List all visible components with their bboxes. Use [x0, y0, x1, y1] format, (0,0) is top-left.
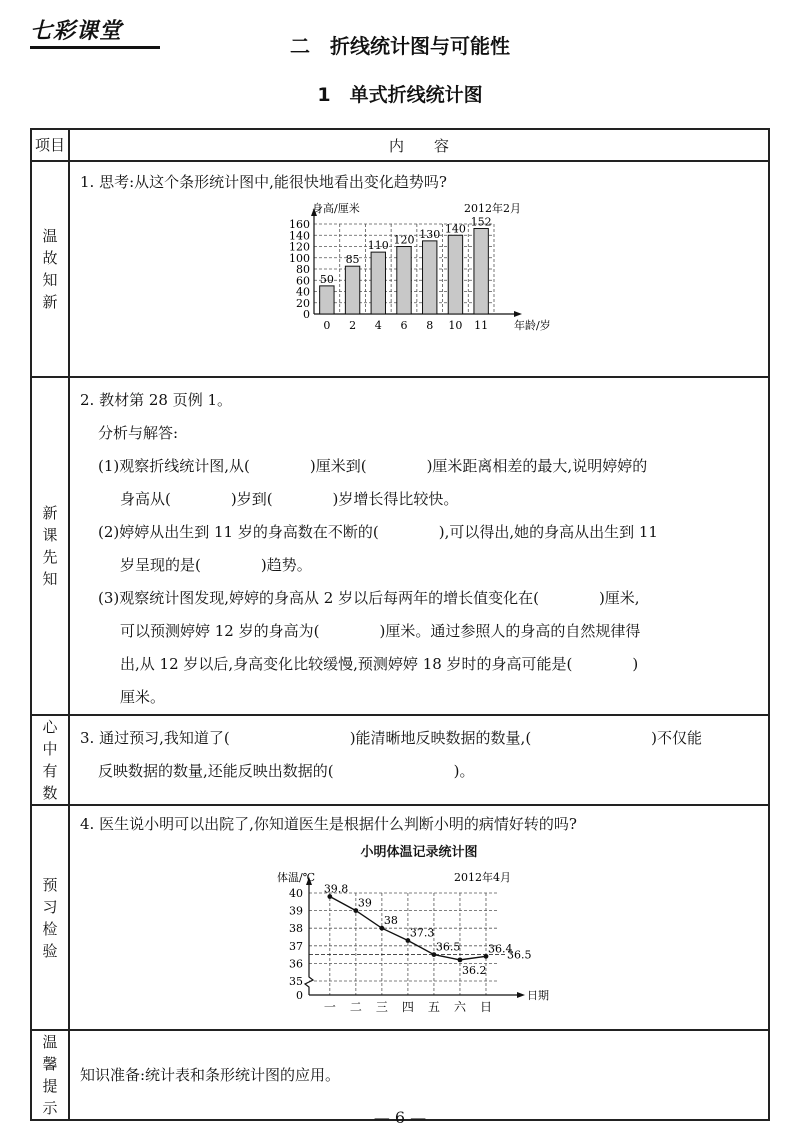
line-x-tick: 六	[453, 1000, 466, 1014]
label-new-lesson-text: 新 课 先 知	[42, 504, 58, 588]
line-y-tick: 0	[296, 989, 303, 1002]
line-x-tick: 五	[427, 1000, 440, 1014]
question-2: 2. 教材第 28 页例 1。	[80, 391, 233, 409]
line-x-tick: 二	[349, 1000, 362, 1014]
bar-data-label: 130	[419, 227, 441, 241]
header-item: 项目	[31, 129, 69, 161]
page-number: — 6 —	[373, 1108, 427, 1127]
line-date: 2012年4月	[454, 871, 511, 884]
row-summary	[31, 715, 769, 805]
content-practice	[69, 805, 769, 1030]
q2-part2-line2: 岁呈现的是( )趋势。	[120, 556, 312, 574]
bar	[345, 266, 359, 314]
bar-data-label: 140	[444, 222, 466, 236]
bar-data-label: 85	[345, 253, 360, 267]
temperature-chart-title: 小明体温记录统计图	[360, 845, 478, 860]
q2-part3-line4: 厘米。	[120, 688, 166, 706]
label-new-lesson	[31, 377, 69, 715]
bar	[474, 229, 488, 315]
content-tips	[69, 1030, 769, 1120]
temperature-data-label: 36.5	[435, 940, 461, 954]
bar-x-tick: 0	[323, 319, 331, 332]
temperature-data-label: 39.8	[323, 882, 349, 896]
bar-x-tick: 2	[349, 319, 357, 332]
bar-y-tick: 60	[296, 274, 310, 288]
label-review-text: 温 故 知 新	[42, 227, 58, 311]
bar-x-tick: 6	[400, 319, 408, 332]
bar	[423, 241, 437, 314]
temperature-data-label: 36.2	[461, 963, 487, 977]
bar-y-label: 身高/厘米	[312, 202, 360, 215]
line-x-tick: 三	[375, 1000, 388, 1014]
label-summary	[31, 715, 69, 805]
bar-x-label: 年龄/岁	[514, 319, 551, 332]
reference-label: 36.5	[507, 948, 532, 962]
q2-part3-line1: (3)观察统计图发现,婷婷的身高从 2 岁以后每两年的增长值变化在( )厘米,	[98, 589, 640, 607]
temperature-line-chart	[269, 863, 569, 1023]
q2-part2-line1: (2)婷婷从出生到 11 岁的身高数在不断的( ),可以得出,她的身高从出生到 11	[98, 523, 658, 541]
bar-y-tick: 100	[289, 251, 310, 265]
label-summary-text: 心 中 有 数	[42, 718, 58, 802]
bar-x-tick: 8	[426, 319, 434, 332]
q2-part3-line2: 可以预测婷婷 12 岁的身高为( )厘米。通过参照人的身高的自然规律得	[120, 622, 641, 640]
q2-part3-line3: 出,从 12 岁以后,身高变化比较缓慢,预测婷婷 18 岁时的身高可能是( )	[120, 655, 639, 673]
bar-data-label: 50	[319, 272, 334, 286]
content-new-lesson	[69, 377, 769, 715]
section-title: 1 单式折线统计图	[317, 84, 483, 106]
line-x-label: 日期	[527, 989, 549, 1002]
line-y-tick: 40	[289, 887, 303, 900]
line-y-axis	[305, 883, 313, 995]
content-summary	[69, 715, 769, 805]
label-tips	[31, 1030, 69, 1120]
line-y-tick: 35	[289, 975, 303, 988]
bar-x-tick: 11	[474, 319, 489, 332]
logo-text: 七彩课堂	[30, 19, 123, 44]
bar-y-tick: 140	[289, 229, 310, 243]
worksheet-table	[30, 128, 770, 1121]
bar-y-tick: 80	[296, 263, 310, 276]
bar-y-tick: 160	[289, 218, 310, 231]
bar-data-label: 152	[470, 215, 492, 229]
label-tips-text: 温 馨 提 示	[42, 1033, 58, 1117]
row-new-lesson	[31, 377, 769, 715]
line-x-tick: 日	[479, 1000, 492, 1014]
bar	[371, 252, 385, 314]
bar-data-label: 110	[367, 239, 389, 253]
bar-y-tick: 0	[303, 308, 310, 321]
q2-part1-line2: 身高从( )岁到( )岁增长得比较快。	[120, 490, 459, 508]
bar-data-label: 120	[393, 233, 415, 247]
label-practice-text: 预 习 检 验	[42, 875, 58, 960]
analysis-heading: 分析与解答:	[98, 424, 179, 442]
row-review	[31, 161, 769, 377]
content-review	[69, 161, 769, 377]
bar-x-tick: 4	[374, 319, 382, 332]
temperature-data-label: 39	[357, 896, 372, 910]
bar	[448, 235, 462, 314]
row-tips	[31, 1030, 769, 1120]
bar	[397, 247, 411, 315]
line-y-tick: 39	[289, 904, 303, 918]
temperature-data-label: 38	[383, 914, 398, 928]
bar-x-axis-arrow	[514, 311, 522, 317]
bar-x-tick: 10	[448, 319, 463, 332]
height-bar-chart	[269, 199, 569, 349]
row-practice	[31, 805, 769, 1030]
line-x-tick: 一	[323, 1000, 336, 1014]
temperature-point	[458, 957, 463, 962]
line-x-axis-arrow	[517, 992, 525, 998]
tips-text: 知识准备:统计表和条形统计图的应用。	[80, 1065, 341, 1084]
line-x-tick: 四	[401, 1000, 414, 1014]
line-y-tick: 36	[289, 957, 303, 971]
chapter-title: 二 折线统计图与可能性	[290, 34, 510, 58]
bar-y-tick: 20	[296, 296, 310, 310]
line-y-label: 体温/℃	[277, 871, 316, 884]
table-header-row	[31, 129, 769, 161]
label-practice	[31, 805, 69, 1030]
bar-date: 2012年2月	[464, 202, 521, 215]
question-3-line2: 反映数据的数量,还能反映出数据的( )。	[98, 762, 475, 780]
label-review	[31, 161, 69, 377]
bar-y-tick: 40	[296, 285, 310, 299]
bar-y-tick: 120	[289, 240, 310, 254]
temperature-data-label: 37.3	[409, 926, 435, 940]
question-4: 4. 医生说小明可以出院了,你知道医生是根据什么判断小明的病情好转的吗?	[80, 815, 577, 833]
header-content: 内 容	[69, 129, 769, 161]
bar	[320, 286, 334, 314]
question-3-line1: 3. 通过预习,我知道了( )能清晰地反映数据的数量,( )不仅能	[80, 729, 703, 747]
line-y-tick: 37	[289, 939, 303, 953]
temperature-data-label: 36.4	[487, 942, 513, 956]
line-y-tick: 38	[289, 922, 303, 936]
q2-part1-line1: (1)观察折线统计图,从( )厘米到( )厘米距离相差的最大,说明婷婷的	[98, 457, 648, 475]
question-1: 1. 思考:从这个条形统计图中,能很快地看出变化趋势吗?	[80, 173, 447, 191]
